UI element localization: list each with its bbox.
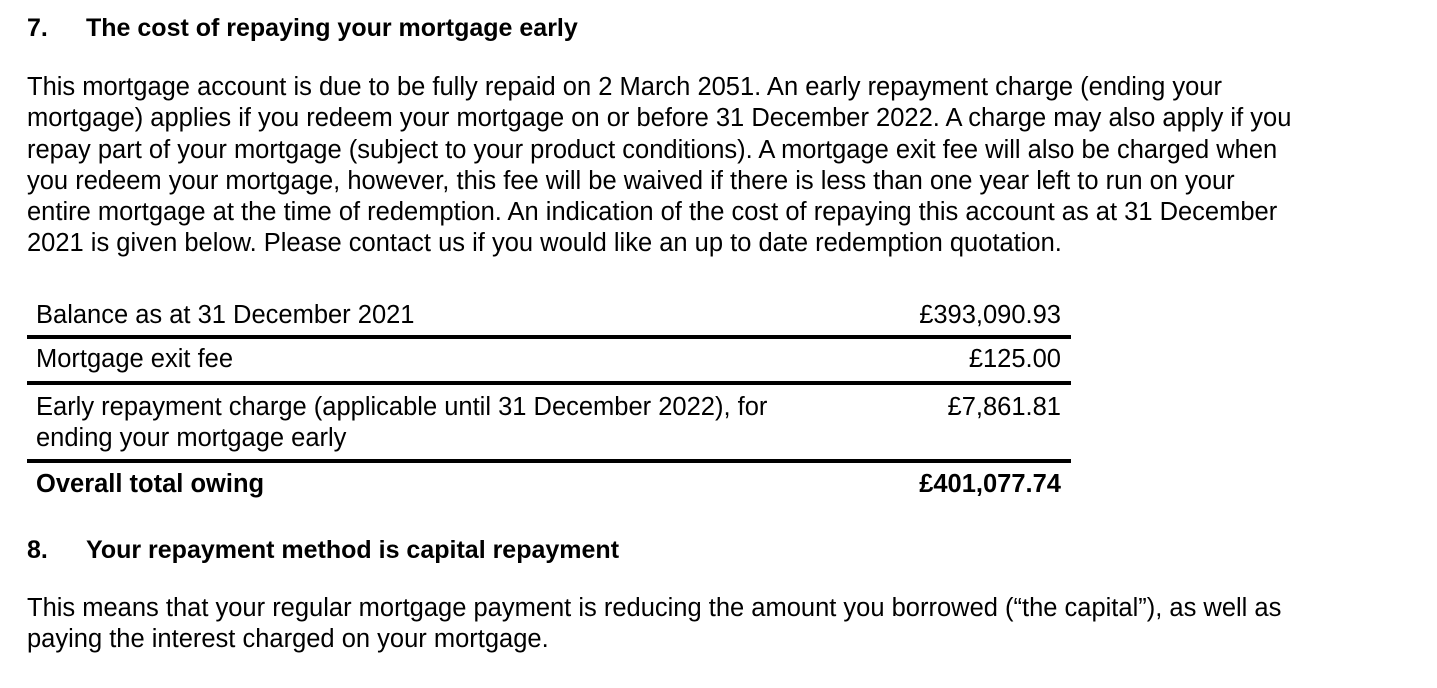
section-7-paragraph <box>27 72 1291 260</box>
table-row-exit-fee <box>27 339 1071 385</box>
section-8-heading <box>27 535 619 565</box>
redemption-cost-table <box>27 296 1071 507</box>
early-repayment-charge-label-line: Early repayment charge (applicable until 31 December 2022), for <box>36 393 768 421</box>
section-8-paragraph <box>27 593 1281 656</box>
exit-fee-value: £125.00 <box>968 345 1061 373</box>
balance-value: £393,090.93 <box>919 301 1061 329</box>
paragraph-line: 2021 is given below. Please contact us if you would like an up to date redemption quotation. <box>27 229 1062 258</box>
table-row-balance <box>27 296 1071 339</box>
section-7-number: 7. <box>27 14 48 42</box>
overall-total-label: Overall total owing <box>36 470 265 498</box>
paragraph-line: This mortgage account is due to be fully repaid on 2 March 2051. An early repayment charge (ending your <box>27 73 1222 101</box>
overall-total-value: £401,077.74 <box>919 470 1061 498</box>
paragraph-line: you redeem your mortgage, however, this fee will be waived if there is less than one year left to run on your <box>27 166 1235 195</box>
paragraph-line: mortgage) applies if you redeem your mortgage on or before 31 December 2022. A charge may also apply if you <box>27 104 1292 133</box>
paragraph-line: repay part of your mortgage (subject to your product conditions). A mortgage exit fee will also be charged when <box>27 135 1278 164</box>
early-repayment-charge-label-line: ending your mortgage early <box>36 424 347 452</box>
paragraph-line: entire mortgage at the time of redemption. An indication of the cost of repaying this account as at 31 December <box>27 198 1278 227</box>
balance-label: Balance as at 31 December 2021 <box>36 301 415 329</box>
paragraph-line: paying the interest charged on your mortgage. <box>27 625 549 654</box>
section-8-title: Your repayment method is capital repayment <box>86 536 620 564</box>
paragraph-line: This means that your regular mortgage payment is reducing the amount you borrowed (“the capital”), as well as <box>27 594 1282 622</box>
section-7-title: The cost of repaying your mortgage early <box>86 14 578 42</box>
section-7-heading <box>27 13 578 43</box>
early-repayment-charge-value: £7,861.81 <box>947 393 1061 421</box>
early-repayment-charge-label <box>36 392 767 454</box>
table-row-early-repayment-charge <box>27 385 1071 463</box>
section-8-number: 8. <box>27 536 48 564</box>
table-row-overall-total <box>27 463 1071 507</box>
exit-fee-label: Mortgage exit fee <box>36 345 234 373</box>
